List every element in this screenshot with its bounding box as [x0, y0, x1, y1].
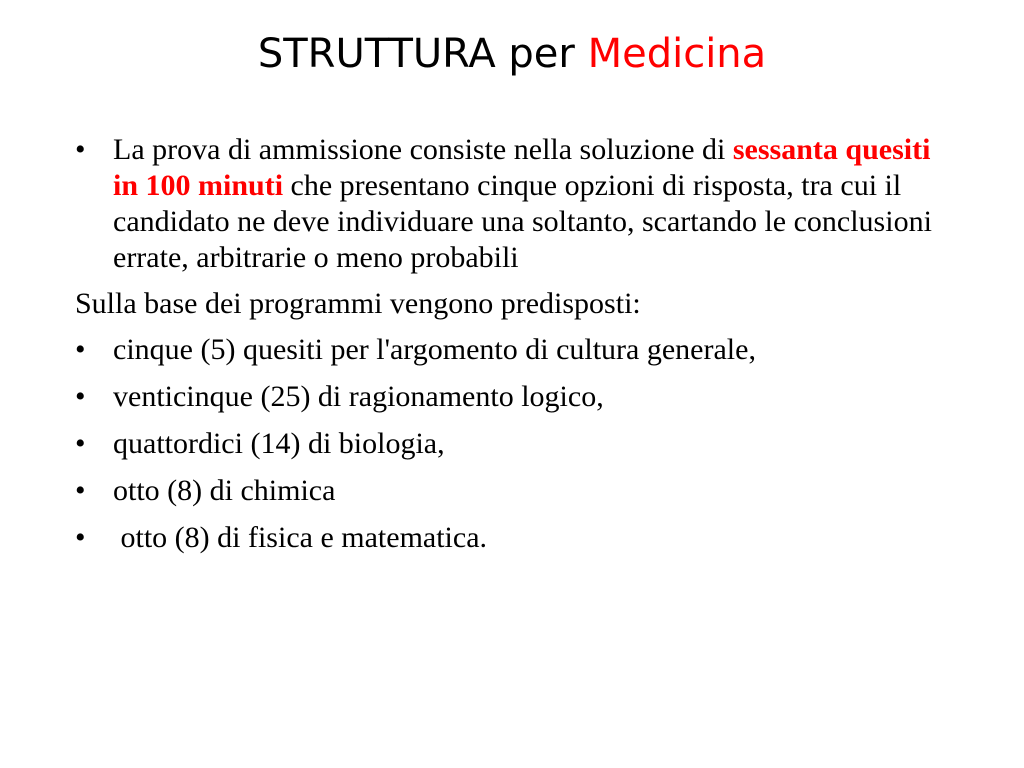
list-item-text: otto (8) di fisica e matematica. — [113, 521, 488, 554]
bullet-icon: • — [75, 521, 86, 554]
bullet-icon: • — [75, 380, 86, 413]
list-item-text: cinque (5) quesiti per l'argomento di cultura generale, — [113, 333, 756, 366]
list-item — [75, 332, 955, 368]
list-item — [75, 520, 955, 556]
list-item — [75, 473, 955, 509]
bullet-icon: • — [75, 474, 86, 507]
subheading: Sulla base dei programmi vengono predisposti: — [75, 287, 641, 320]
bullet-icon: • — [75, 427, 86, 460]
title-accent: Medicina — [587, 31, 767, 77]
list-item-text: otto (8) di chimica — [113, 474, 336, 507]
slide-body — [75, 132, 955, 567]
intro-bullet — [75, 132, 955, 276]
intro-highlight: sessanta quesiti in 100 minuti — [113, 133, 931, 202]
list-item — [75, 379, 955, 415]
slide-title — [0, 22, 1024, 86]
intro-text-before: La prova di ammissione consiste nella soluzione di — [113, 133, 733, 166]
intro-text-after: che presentano cinque opzioni di risposta, tra cui il candidato ne deve individuare una soltanto, scartando le conclusioni errate, arbitrarie o meno probabili — [113, 169, 932, 274]
list-item-text: quattordici (14) di biologia, — [113, 427, 445, 460]
list-item — [75, 426, 955, 462]
list-item-text: venticinque (25) di ragionamento logico, — [113, 380, 604, 413]
title-main: STRUTTURA per — [257, 31, 588, 77]
bullet-icon: • — [75, 133, 86, 166]
bullet-icon: • — [75, 333, 86, 366]
